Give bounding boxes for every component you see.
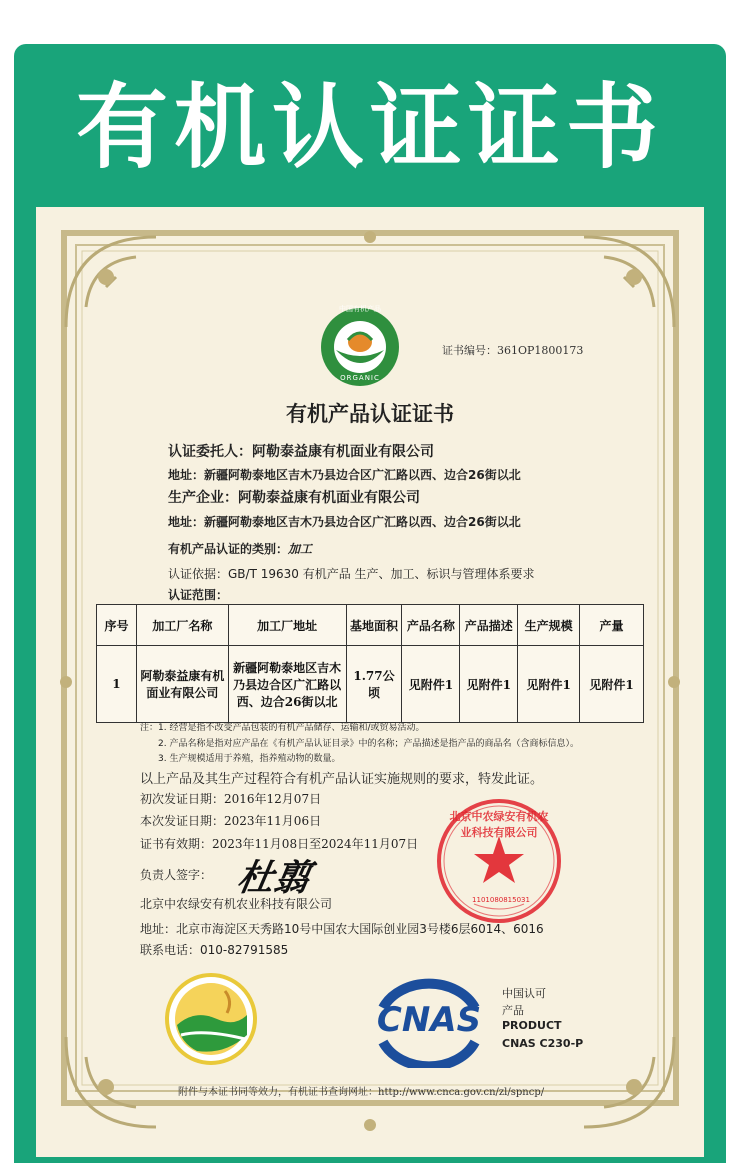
table-row [97,646,644,723]
note-2: 2. 产品名称是指对应产品在《有机产品认证目录》中的名称；产品描述是指产品的商品名（含商标信息）。 [158,739,579,749]
agri-green-logo [165,973,257,1065]
table-cell: 新疆阿勒泰地区吉木乃县边合区广汇路以西、边合26街以北 [228,646,346,723]
table-cell: 1.77公顷 [346,646,402,723]
cnas-line-1: 中国认可 [502,987,546,1000]
issuer-phone: 联系电话：010-82791585 [140,943,289,957]
banner-title: 有机认证证书 [75,74,664,181]
col-header: 产量 [580,605,644,646]
col-header: 序号 [97,605,137,646]
handwritten-signature: 杜翦 [233,857,314,899]
table-cell: 见附件1 [518,646,580,723]
note-1: 注：1. 经营是指不改变产品包装的有机产品储存、运输和/或贸易活动。 [140,723,425,733]
statement: 以上产品及其生产过程符合有机产品认证实施规则的要求，特发此证。 [140,772,544,787]
table-cell: 见附件1 [460,646,518,723]
col-header: 基地面积 [346,605,402,646]
cnas-line-2: 产品 [502,1004,524,1017]
seal-ring-text: 北京中农绿安有机农业科技有限公司 [449,810,549,839]
col-header: 生产规模 [518,605,580,646]
footer-note: 附件与本证书同等效力，有机证书查询网址：http://www.cnca.gov.cn/zl/spncp/ [178,1087,545,1098]
logo-ring-top-text: 中国有机产品 [339,305,381,313]
cnas-line-3: PRODUCT [502,1019,562,1032]
category-value: 加工 [288,542,313,556]
logo-ring-bottom-text: ORGANIC [340,374,380,382]
first-issue-date: 初次发证日期：2016年12月07日 [140,792,322,806]
col-header: 加工厂地址 [228,605,346,646]
col-header: 加工厂名称 [136,605,228,646]
basis-line: 认证依据：GB/T 19630 有机产品 生产、加工、标识与管理体系要求 [168,567,535,581]
address-line-2: 地址：新疆阿勒泰地区吉木乃县边合区广汇路以西、边合26街以北 [168,515,521,529]
note-3: 3. 生产规模适用于养殖，指养殖动物的数量。 [158,754,341,764]
table-cell: 阿勒泰益康有机面业有限公司 [136,646,228,723]
signer-label: 负责人签字： [140,868,213,882]
cnas-logo-text: CNAS [376,1000,482,1040]
issuer-address: 地址：北京市海淀区天秀路10号中国农大国际创业园3号楼6层6014、6016 [140,922,544,936]
cnas-line-4: CNAS C230-P [502,1037,584,1050]
seal-number: 1101080815031 [472,896,530,904]
certificate-number: 证书编号：361OP1800173 [442,344,584,357]
address-line-1: 地址：新疆阿勒泰地区吉木乃县边合区广汇路以西、边合26街以北 [168,468,521,482]
col-header: 产品名称 [402,605,460,646]
table-cell: 1 [97,646,137,723]
document-title: 有机产品认证证书 [286,402,454,426]
validity-period: 证书有效期：2023年11月08日至2024年11月07日 [140,837,419,851]
col-header: 产品描述 [460,605,518,646]
category-line [168,540,312,557]
this-issue-date: 本次发证日期：2023年11月06日 [140,814,322,828]
scope-label: 认证范围： [168,588,229,602]
scope-table [96,604,644,723]
category-label: 有机产品认证的类别： [168,542,289,556]
producer-line: 生产企业：阿勒泰益康有机面业有限公司 [168,490,420,506]
issuer-name: 北京中农绿安有机农业科技有限公司 [140,897,333,911]
table-header-row [97,605,644,646]
table-cell: 见附件1 [580,646,644,723]
entrust-line: 认证委托人：阿勒泰益康有机面业有限公司 [168,444,434,460]
table-cell: 见附件1 [402,646,460,723]
